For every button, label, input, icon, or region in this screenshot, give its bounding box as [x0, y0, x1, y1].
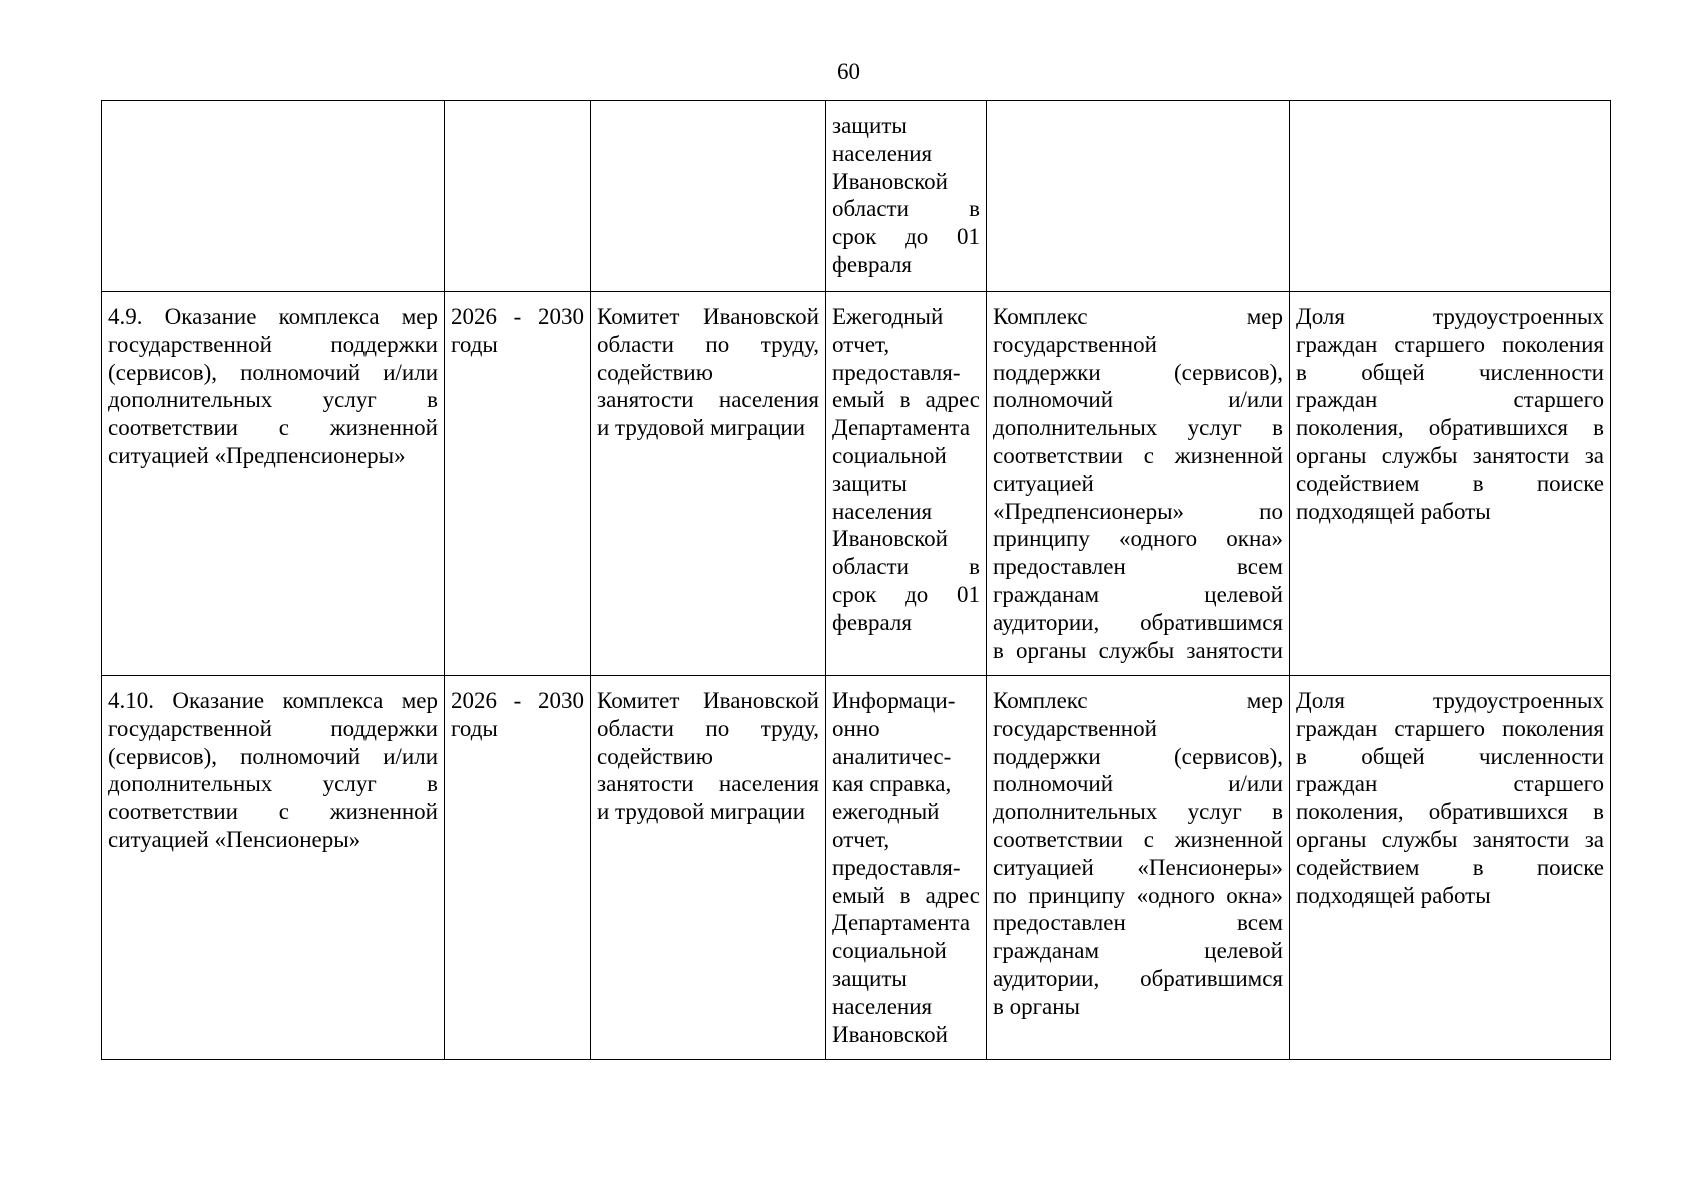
cell-executor — [591, 676, 826, 1060]
cell-report-form — [826, 292, 987, 676]
cell-period — [445, 101, 591, 292]
cell-text-line: дополнительных услуг в — [108, 771, 438, 797]
cell-text-line: государственной — [993, 715, 1157, 741]
cell-text-line: и трудовой миграции — [597, 799, 806, 825]
cell-text-line: социальной — [832, 938, 947, 964]
cell-text-line: (сервисов), полномочий и/или — [108, 359, 438, 385]
cell-text-line: населения — [832, 993, 933, 1019]
cell-text-line: Департамента — [832, 910, 971, 936]
cell-text-line: 2026 - 2030 — [451, 688, 584, 713]
cell-text-line: области по труду, — [597, 331, 819, 357]
cell-measure — [102, 676, 445, 1060]
cell-text-line: годы — [451, 331, 498, 357]
cell-text-line: подходящей работы — [1296, 498, 1491, 524]
cell-text-line: органы службы занятости за — [1296, 442, 1604, 468]
cell-text-line: дополнительных услуг в — [108, 387, 438, 413]
cell-text-line: отчет, — [832, 331, 890, 357]
cell-text-line: занятости населения — [597, 387, 819, 413]
cell-text-line: граждан старшего — [1296, 387, 1604, 413]
cell-text-line: аудитории, обратившимся — [993, 965, 1283, 991]
cell-text-line: годы — [451, 715, 498, 741]
cell-period — [445, 676, 591, 1060]
cell-text-line: подходящей работы — [1296, 882, 1491, 908]
cell-text-line: Комплекс мер — [993, 304, 1283, 329]
cell-text-line: в органы службы занятости — [993, 637, 1283, 663]
cell-text-line: «Предпенсионеры» по — [993, 498, 1283, 524]
cell-indicator — [1290, 676, 1611, 1060]
cell-text-line: Ивановской — [832, 168, 948, 194]
cell-text-line: по принципу «одного окна» — [993, 882, 1283, 908]
cell-text-line: содействию — [597, 743, 713, 769]
cell-text-line: емый в адрес — [832, 882, 980, 908]
cell-text-line: граждан старшего поколения — [1296, 715, 1604, 741]
cell-text-line: февраля — [832, 609, 912, 635]
cell-text-line: содействию — [597, 359, 713, 385]
cell-text-line: предоставлен всем — [993, 910, 1283, 936]
cell-expected-result — [987, 676, 1290, 1060]
cell-text-line: 2026 - 2030 — [451, 304, 584, 329]
cell-executor — [591, 292, 826, 676]
cell-text-line: Ивановской — [832, 526, 948, 552]
cell-text-line: срок до 01 — [832, 224, 980, 250]
cell-text-line: емый в адрес — [832, 387, 980, 413]
cell-text-line: поддержки (сервисов), — [993, 743, 1283, 769]
measures-table — [101, 100, 1611, 1060]
cell-text-line: Комитет Ивановской — [597, 688, 819, 713]
cell-text-line: граждан старшего поколения — [1296, 331, 1604, 357]
cell-measure — [102, 101, 445, 292]
cell-expected-result — [987, 101, 1290, 292]
cell-report-form — [826, 101, 987, 292]
cell-text-line: (сервисов), полномочий и/или — [108, 743, 438, 769]
cell-text-line: полномочий и/или — [993, 771, 1283, 797]
cell-text-line: в органы — [993, 993, 1081, 1019]
cell-text-line: защиты — [832, 113, 907, 138]
cell-text-line: защиты — [832, 470, 907, 496]
cell-text-line: предоставлен всем — [993, 554, 1283, 580]
cell-text-line: ситуацией «Предпенсионеры» — [108, 442, 406, 468]
cell-text-line: отчет, — [832, 826, 890, 852]
cell-text-line: ежегодный — [832, 799, 940, 825]
cell-text-line: Комитет Ивановской — [597, 304, 819, 329]
cell-report-form — [826, 676, 987, 1060]
cell-text-line: срок до 01 — [832, 581, 980, 607]
cell-text-line: ситуацией «Пенсионеры» — [108, 826, 361, 852]
cell-text-line: полномочий и/или — [993, 387, 1283, 413]
cell-text-line: населения — [832, 140, 933, 166]
cell-text-line: 4.10. Оказание комплекса мер — [108, 688, 438, 713]
cell-text-line: ситуацией «Пенсионеры» — [993, 854, 1283, 880]
cell-text-line: соответствии с жизненной — [108, 799, 438, 825]
cell-text-line: населения — [832, 498, 933, 524]
cell-text-line: ситуацией — [993, 470, 1094, 496]
cell-indicator — [1290, 292, 1611, 676]
cell-text-line: области по труду, — [597, 715, 819, 741]
cell-expected-result — [987, 292, 1290, 676]
cell-text-line: Информаци- — [832, 688, 956, 713]
cell-text-line: государственной — [993, 331, 1157, 357]
cell-text-line: дополнительных услуг в — [993, 799, 1283, 825]
cell-text-line: дополнительных услуг в — [993, 415, 1283, 441]
cell-text-line: содействием в поиске — [1296, 470, 1604, 496]
cell-text-line: принципу «одного окна» — [993, 526, 1283, 552]
cell-indicator — [1290, 101, 1611, 292]
cell-text-line: соответствии с жизненной — [108, 415, 438, 441]
cell-text-line: Доля трудоустроенных — [1296, 304, 1604, 329]
cell-text-line: государственной поддержки — [108, 715, 438, 741]
cell-text-line: поколения, обратившихся в — [1296, 799, 1604, 825]
cell-text-line: предоставля- — [832, 359, 961, 385]
cell-text-line: Ивановской — [832, 1021, 948, 1047]
cell-text-line: государственной поддержки — [108, 331, 438, 357]
cell-text-line: соответствии с жизненной — [993, 826, 1283, 852]
cell-text-line: аналитичес- — [832, 743, 952, 769]
page-number: 60 — [837, 59, 860, 84]
cell-text-line: соответствии с жизненной — [993, 442, 1283, 468]
cell-text-line: и трудовой миграции — [597, 415, 806, 441]
cell-text-line: защиты — [832, 965, 907, 991]
cell-text-line: 4.9. Оказание комплекса мер — [108, 304, 438, 329]
cell-text-line: Департамента — [832, 415, 971, 441]
cell-text-line: поддержки (сервисов), — [993, 359, 1283, 385]
cell-text-line: Ежегодный — [832, 304, 944, 329]
cell-text-line: февраля — [832, 251, 912, 277]
cell-text-line: гражданам целевой — [993, 938, 1283, 964]
cell-text-line: Доля трудоустроенных — [1296, 688, 1604, 713]
cell-text-line: поколения, обратившихся в — [1296, 415, 1604, 441]
cell-text-line: предоставля- — [832, 854, 961, 880]
cell-text-line: граждан старшего — [1296, 771, 1604, 797]
table-row-4-10 — [102, 676, 1611, 1060]
cell-text-line: содействием в поиске — [1296, 854, 1604, 880]
cell-measure — [102, 292, 445, 676]
cell-text-line: Комплекс мер — [993, 688, 1283, 713]
cell-text-line: области в — [832, 554, 980, 580]
cell-text-line: аудитории, обратившимся — [993, 609, 1283, 635]
cell-text-line: области в — [832, 196, 980, 222]
cell-text-line: гражданам целевой — [993, 581, 1283, 607]
cell-text-line: социальной — [832, 442, 947, 468]
cell-executor — [591, 101, 826, 292]
cell-text-line: органы службы занятости за — [1296, 826, 1604, 852]
table-row-4-9 — [102, 292, 1611, 676]
cell-text-line: онно — [832, 715, 880, 741]
cell-text-line: занятости населения — [597, 771, 819, 797]
cell-text-line: в общей численности — [1296, 359, 1604, 385]
cell-text-line: в общей численности — [1296, 743, 1604, 769]
table-row-continuation — [102, 101, 1611, 292]
cell-text-line: кая справка, — [832, 771, 952, 797]
cell-period — [445, 292, 591, 676]
